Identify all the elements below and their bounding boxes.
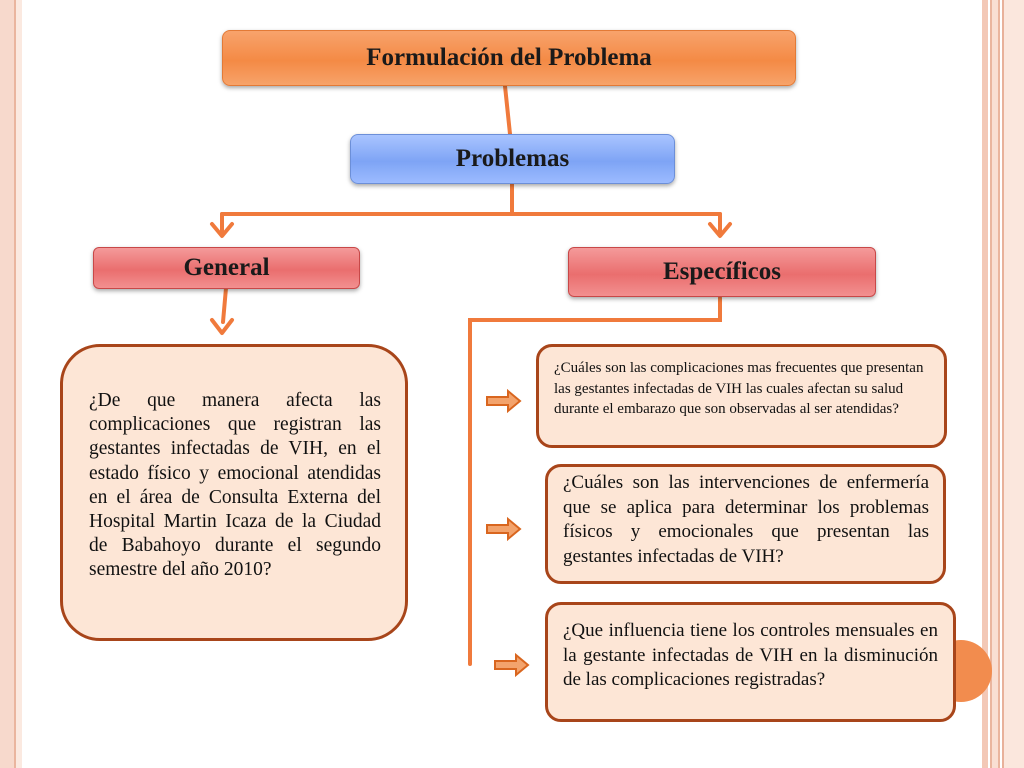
specific-question-1-text: ¿Cuáles son las complicaciones mas frecuentes que presentan las gestantes infectadas de VIH las cuales afectan su salud durante el embarazo que son observadas al ser atendidas?	[554, 360, 924, 417]
arrow-right-icon	[487, 391, 520, 411]
arrow-right-icon	[495, 655, 528, 675]
specific-question-2-box	[545, 464, 946, 584]
general-label: General	[93, 247, 360, 289]
general-question-text: ¿De que manera afecta las complicaciones que registran las gestantes infectadas de VIH, en el estado físico y emocional atendidas en el área de Consulta Externa del Hospital Martin Icaza de la Ciudad de Babahoyo durante el segundo semestre del año 2010?	[89, 390, 381, 581]
general-question-box	[60, 344, 408, 641]
connector-general-down	[223, 288, 226, 322]
specific-question-1-box	[536, 344, 947, 448]
specific-label: Específicos	[568, 247, 876, 297]
specific-question-3-text: ¿Que influencia tiene los controles mensuales en la gestante infectadas de VIH en la disminución de las complicaciones registradas?	[563, 620, 938, 690]
specific-question-2-text: ¿Cuáles son las intervenciones de enfermería que se aplica para determinar los problemas físicos y emocionales que presentan las gestantes infectadas de VIH?	[563, 472, 929, 567]
connector-title-problems	[505, 86, 510, 134]
diagram-title: Formulación del Problema	[222, 30, 796, 86]
problems-box: Problemas	[350, 134, 675, 184]
specific-question-3-box	[545, 602, 956, 722]
arrow-right-icon	[487, 519, 520, 539]
